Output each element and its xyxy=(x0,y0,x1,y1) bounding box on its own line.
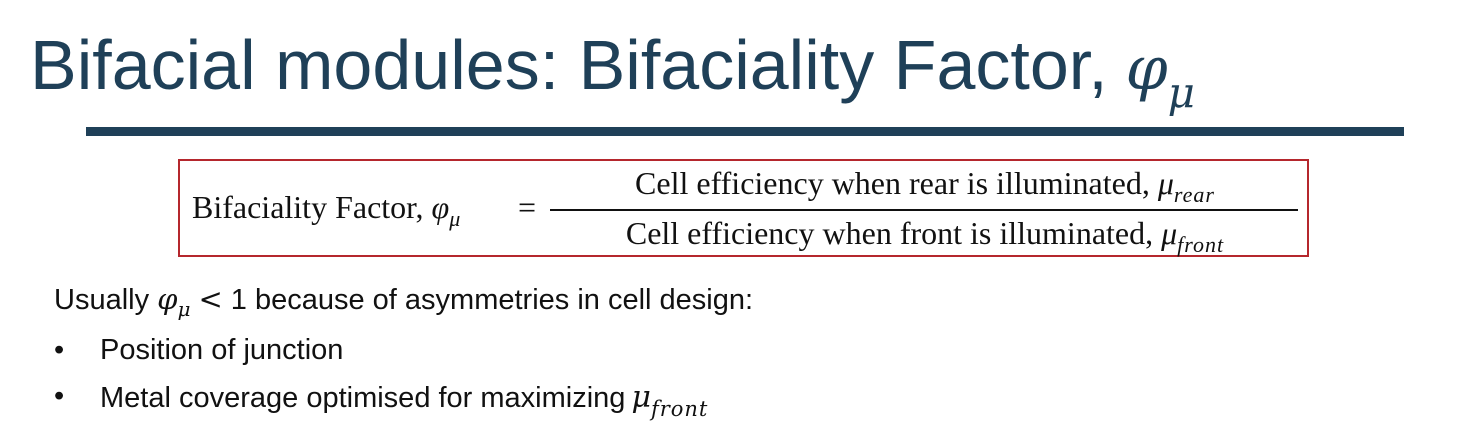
intro-value: 1 xyxy=(230,284,247,316)
intro-phi: φ xyxy=(157,282,178,316)
phi-symbol: φ xyxy=(1125,34,1168,104)
formula-box xyxy=(178,159,1309,257)
denominator-text: Cell efficiency when front is illuminated, xyxy=(625,215,1154,251)
numerator-text: Cell efficiency when rear is illuminated, xyxy=(635,165,1150,201)
formula-lhs-text: Bifaciality Factor, xyxy=(192,189,424,225)
intro-prefix: Usually xyxy=(54,284,150,316)
slide-title-text: Bifacial modules: Bifaciality Factor, xyxy=(30,26,1108,104)
bullet-mu-subscript: front xyxy=(650,397,709,421)
denominator-mu: μ xyxy=(1161,215,1178,251)
bullet-text: Position of junction xyxy=(100,334,344,366)
formula-fraction xyxy=(550,161,1300,255)
numerator-mu: μ xyxy=(1157,165,1174,201)
mu-subscript: μ xyxy=(1167,68,1195,117)
intro-line xyxy=(54,282,753,321)
formula-lhs-mu: μ xyxy=(449,206,461,231)
bullet-content xyxy=(100,380,708,421)
formula-equals-sign: = xyxy=(518,189,537,225)
title-underline-divider xyxy=(86,127,1404,136)
denominator-subscript: front xyxy=(1177,232,1225,257)
bullet-mu: μ xyxy=(631,380,651,415)
bullet-math xyxy=(631,380,709,421)
intro-less-than: < xyxy=(198,282,223,316)
intro-suffix: because of asymmetries in cell design: xyxy=(254,284,754,316)
formula-lhs-phi: φ xyxy=(431,189,450,225)
fraction-bar xyxy=(550,209,1298,211)
formula-lhs xyxy=(192,189,460,232)
numerator-subscript: rear xyxy=(1173,182,1215,207)
bullet-marker: • xyxy=(54,380,65,412)
phi-mu-symbol xyxy=(1125,34,1195,117)
slide-title xyxy=(30,10,1195,120)
bullet-marker: • xyxy=(54,334,65,366)
intro-math xyxy=(157,282,231,321)
bullet-text: Metal coverage optimised for maximizing xyxy=(100,382,626,414)
formula-denominator xyxy=(550,215,1300,258)
formula-numerator xyxy=(550,165,1300,208)
intro-mu: μ xyxy=(177,297,191,321)
